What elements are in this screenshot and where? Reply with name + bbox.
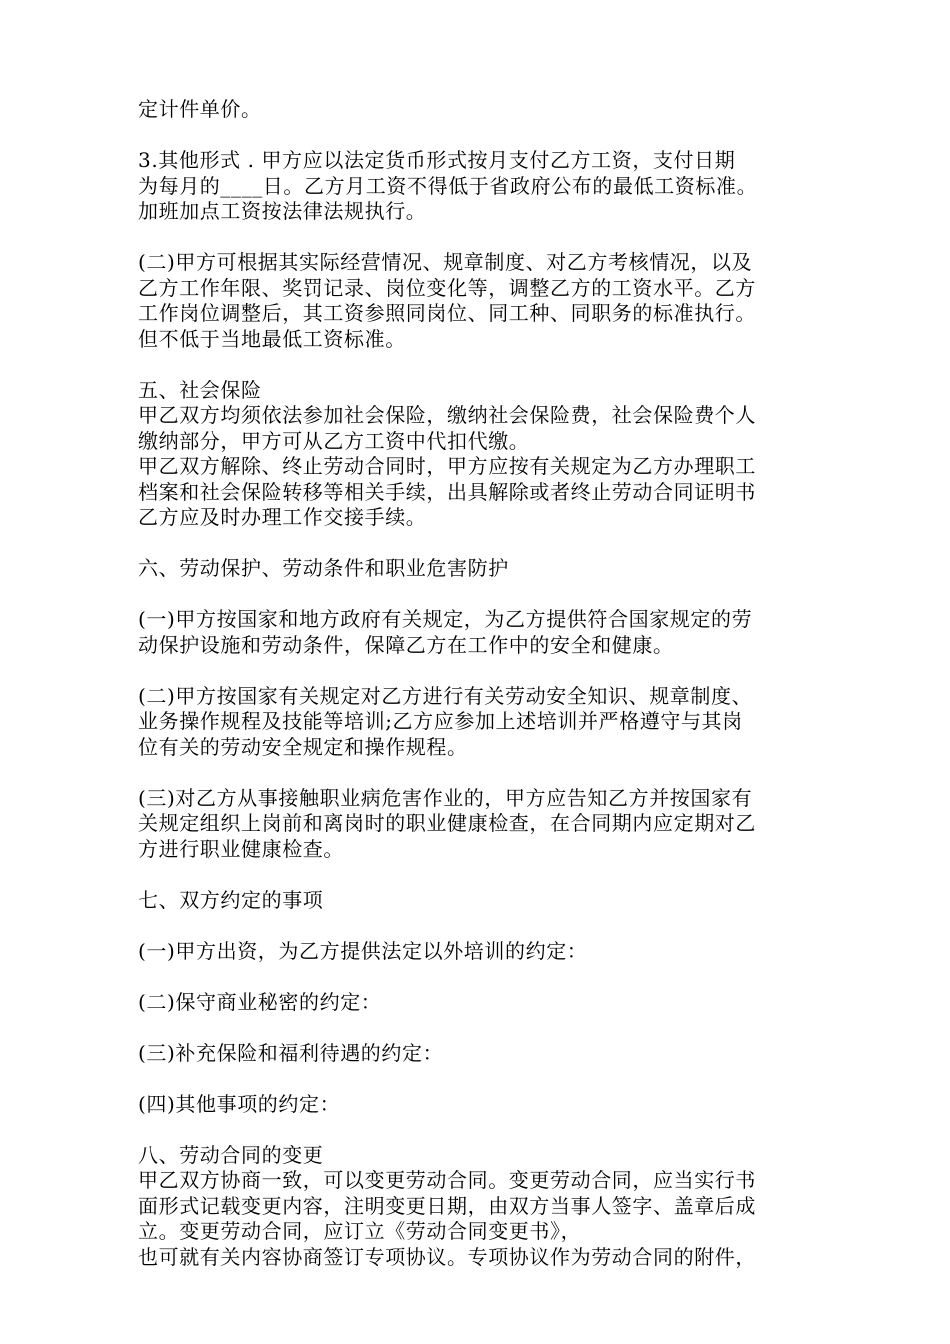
paragraph-gap: [138, 225, 818, 251]
text-line: (四)其他事项的约定：: [138, 1091, 341, 1116]
text-line: 位有关的劳动安全规定和操作规程。: [138, 734, 468, 759]
text-line: 业务操作规程及技能等培训;乙方应参加上述培训并严格遵守与其岗: [138, 709, 743, 733]
text-line: (三)补充保险和福利待遇的约定：: [138, 1040, 444, 1065]
text-line: (一)甲方按国家和地方政府有关规定，为乙方提供符合国家规定的劳: [138, 607, 753, 631]
paragraph-gap: [138, 1066, 818, 1092]
paragraph-gap: [138, 913, 818, 939]
text-line: 动保护设施和劳动条件，保障乙方在工作中的安全和健康。: [138, 632, 674, 657]
text-line: 甲乙双方均须依法参加社会保险，缴纳社会保险费，社会保险费个人: [138, 403, 756, 427]
text-line: 五、社会保险: [138, 377, 262, 402]
text-line: (二)甲方可根据其实际经营情况、规章制度、对乙方考核情况，以及: [138, 250, 753, 274]
text-line: 为每月的____日。乙方月工资不得低于省政府公布的最低工资标准。: [138, 173, 758, 198]
paragraph-gap: [138, 352, 818, 378]
text-line: 八、劳动合同的变更: [138, 1142, 324, 1167]
text-line: 关规定组织上岗前和离岗时的职业健康检查，在合同期内应定期对乙: [138, 811, 756, 835]
text-line: 七、双方约定的事项: [138, 887, 324, 912]
paragraph-gap: [138, 123, 818, 149]
paragraph-gap: [138, 582, 818, 608]
paragraph-gap: [138, 1015, 818, 1041]
paragraph-gap: [138, 658, 818, 684]
text-line: 加班加点工资按法律法规执行。: [138, 199, 427, 223]
text-line: 3.其他形式 . 甲方应以法定货币形式按月支付乙方工资，支付日期: [138, 148, 736, 172]
text-line: 定计件单价。: [138, 97, 262, 121]
paragraph-gap: [138, 1117, 818, 1143]
text-line: 立。变更劳动合同，应订立《劳动合同变更书》，: [138, 1219, 582, 1243]
text-line: (一)甲方出资，为乙方提供法定以外培训的约定：: [138, 938, 588, 963]
text-line: (二)甲方按国家有关规定对乙方进行有关劳动安全知识、规章制度、: [138, 683, 753, 708]
text-line: (二)保守商业秘密的约定：: [138, 989, 382, 1014]
paragraph-gap: [138, 964, 818, 990]
text-line: 乙方应及时办理工作交接手续。: [138, 505, 427, 529]
document-body: [138, 97, 818, 1270]
text-line: (三)对乙方从事接触职业病危害作业的，甲方应告知乙方并按国家有: [138, 785, 753, 810]
text-line: 工作岗位调整后，其工资参照同岗位、同工种、同职务的标准执行。: [138, 301, 756, 325]
text-line: 但不低于当地最低工资标准。: [138, 326, 406, 351]
text-line: 六、劳动保护、劳动条件和职业危害防护: [138, 556, 509, 580]
paragraph-gap: [138, 531, 818, 557]
text-line: 缴纳部分，甲方可从乙方工资中代扣代缴。: [138, 428, 530, 453]
text-line: 甲乙双方协商一致，可以变更劳动合同。变更劳动合同，应当实行书: [138, 1168, 756, 1192]
text-line: 方进行职业健康检查。: [138, 836, 344, 861]
text-line: 面形式记载变更内容，注明变更日期，由双方当事人签字、盖章后成: [138, 1193, 756, 1218]
text-line: 档案和社会保险转移等相关手续，出具解除或者终止劳动合同证明书: [138, 479, 756, 504]
text-line: 甲乙双方解除、终止劳动合同时，甲方应按有关规定为乙方办理职工: [138, 454, 756, 478]
paragraph-gap: [138, 760, 818, 786]
paragraph-gap: [138, 862, 818, 888]
text-line: 乙方工作年限、奖罚记录、岗位变化等，调整乙方的工资水平。乙方: [138, 275, 756, 300]
text-line: 也可就有关内容协商签订专项协议。专项协议作为劳动合同的附件，: [138, 1244, 756, 1269]
